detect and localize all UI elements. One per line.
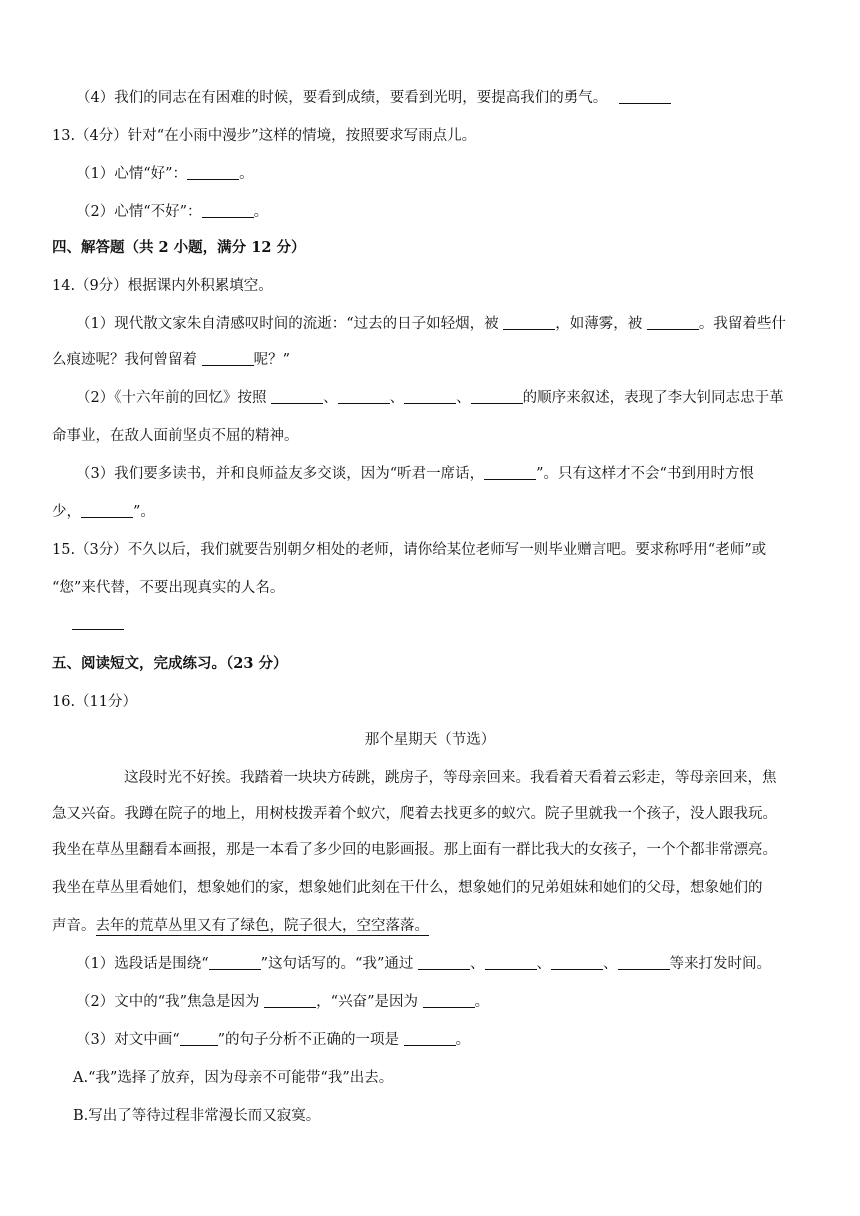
answer-blank[interactable] [338, 389, 390, 404]
section-5-heading: 五、阅读短文，完成练习。（23 分） [52, 655, 288, 672]
q14-item-2-line-2: 命事业，在敌人面前坚贞不屈的精神。 [52, 428, 299, 444]
q13-item-2: （2）心情“不好”： 。 [76, 204, 269, 220]
section-4-heading: 四、解答题（共 2 小题，满分 12 分） [52, 239, 306, 256]
passage-line-2: 急又兴奋。我蹲在院子的地上，用树枝拨弄着个蚁穴，爬着去找更多的蚁穴。院子里就我一个孩子，没人跟我玩。 [52, 806, 777, 822]
answer-blank[interactable] [202, 203, 254, 218]
answer-blank[interactable] [404, 1031, 456, 1046]
passage-line-1: 这段时光不好挨。我踏着一块块方砖跳，跳房子，等母亲回来。我看着天看着云彩走，等母亲回来，焦 [124, 770, 777, 786]
answer-blank[interactable] [418, 955, 470, 970]
answer-blank[interactable] [503, 315, 555, 330]
q14-item-1-line-1: （1）现代散文家朱自清感叹时间的流逝：“过去的日子如轻烟，被 ，如薄雾，被 。我留着些什 [76, 316, 786, 332]
q14-item-1-line-2: 么痕迹呢？我何曾留着 呢？” [52, 352, 291, 368]
answer-blank[interactable] [81, 503, 133, 518]
answer-blank[interactable] [619, 89, 671, 104]
answer-blank[interactable] [271, 389, 323, 404]
answer-blank[interactable] [647, 315, 699, 330]
passage-line-3: 我坐在草丛里翻看本画报，那是一本看了多少回的电影画报。那上面有一群比我大的女孩子，一个个都非常漂亮。 [52, 842, 777, 858]
answer-blank[interactable] [404, 389, 456, 404]
q15-answer-line[interactable] [72, 614, 124, 634]
answer-blank[interactable] [209, 955, 261, 970]
q16-item-2: （2）文中的“我”焦急是因为 ，“兴奋”是因为 。 [76, 994, 490, 1010]
answer-blank[interactable] [423, 993, 475, 1008]
question-16-heading: 16.（11分） [52, 694, 138, 710]
question-15-line-1: 15.（3分）不久以后，我们就要告别朝夕相处的老师，请你给某位老师写一则毕业赠言吧。要求称呼用“老师”或 [52, 542, 767, 558]
question-14-heading: 14.（9分）根据课内外积累填空。 [52, 278, 273, 294]
underlined-sentence: 去年的荒草丛里又有了绿色，院子很大，空空落落。 [95, 918, 429, 934]
q16-item-1: （1）选段话是围绕“ ”这句话写的。“我”通过 、 、 、 等来打发时间。 [76, 956, 771, 972]
passage-title: 那个星期天（节选） [364, 732, 496, 748]
q14-item-3-line-1: （3）我们要多读书，并和良师益友多交谈，因为“听君一席话， ”。只有这样才不会“书到用时方恨 [76, 466, 754, 482]
answer-blank[interactable] [264, 993, 316, 1008]
q13-item-1: （1）心情“好”： 。 [76, 166, 254, 182]
question-13-heading: 13.（4分）针对“在小雨中漫步”这样的情境，按照要求写雨点儿。 [52, 128, 477, 144]
answer-blank[interactable] [180, 1031, 218, 1046]
q14-item-3-line-2: 少， ”。 [52, 504, 155, 520]
answer-blank[interactable] [618, 955, 670, 970]
answer-blank[interactable] [485, 955, 537, 970]
q16-item-3: （3）对文中画“ ”的句子分析不正确的一项是 。 [76, 1032, 471, 1048]
q12-item-4: （4）我们的同志在有困难的时候，要看到成绩，要看到光明，要提高我们的勇气。 [76, 88, 671, 108]
answer-blank[interactable] [471, 389, 523, 404]
answer-blank[interactable] [202, 351, 254, 366]
passage-line-5: 声音。去年的荒草丛里又有了绿色，院子很大，空空落落。 [52, 918, 429, 934]
answer-blank[interactable] [551, 955, 603, 970]
option-a[interactable]: A.“我”选择了放弃，因为母亲不可能带“我”出去。 [73, 1070, 394, 1086]
q14-item-2-line-1: （2）《十六年前的回忆》按照 、 、 、 的顺序来叙述，表现了李大钊同志忠于革 [76, 390, 784, 406]
answer-blank[interactable] [187, 165, 239, 180]
passage-line-4: 我坐在草丛里看她们，想象她们的家，想象她们此刻在干什么，想象她们的兄弟姐妹和她们的父母，想象她们的 [52, 880, 763, 896]
option-b[interactable]: B.写出了等待过程非常漫长而又寂寞。 [73, 1108, 321, 1124]
question-15-line-2: “您”来代替，不要出现真实的人名。 [52, 580, 285, 596]
answer-blank[interactable] [484, 465, 536, 480]
